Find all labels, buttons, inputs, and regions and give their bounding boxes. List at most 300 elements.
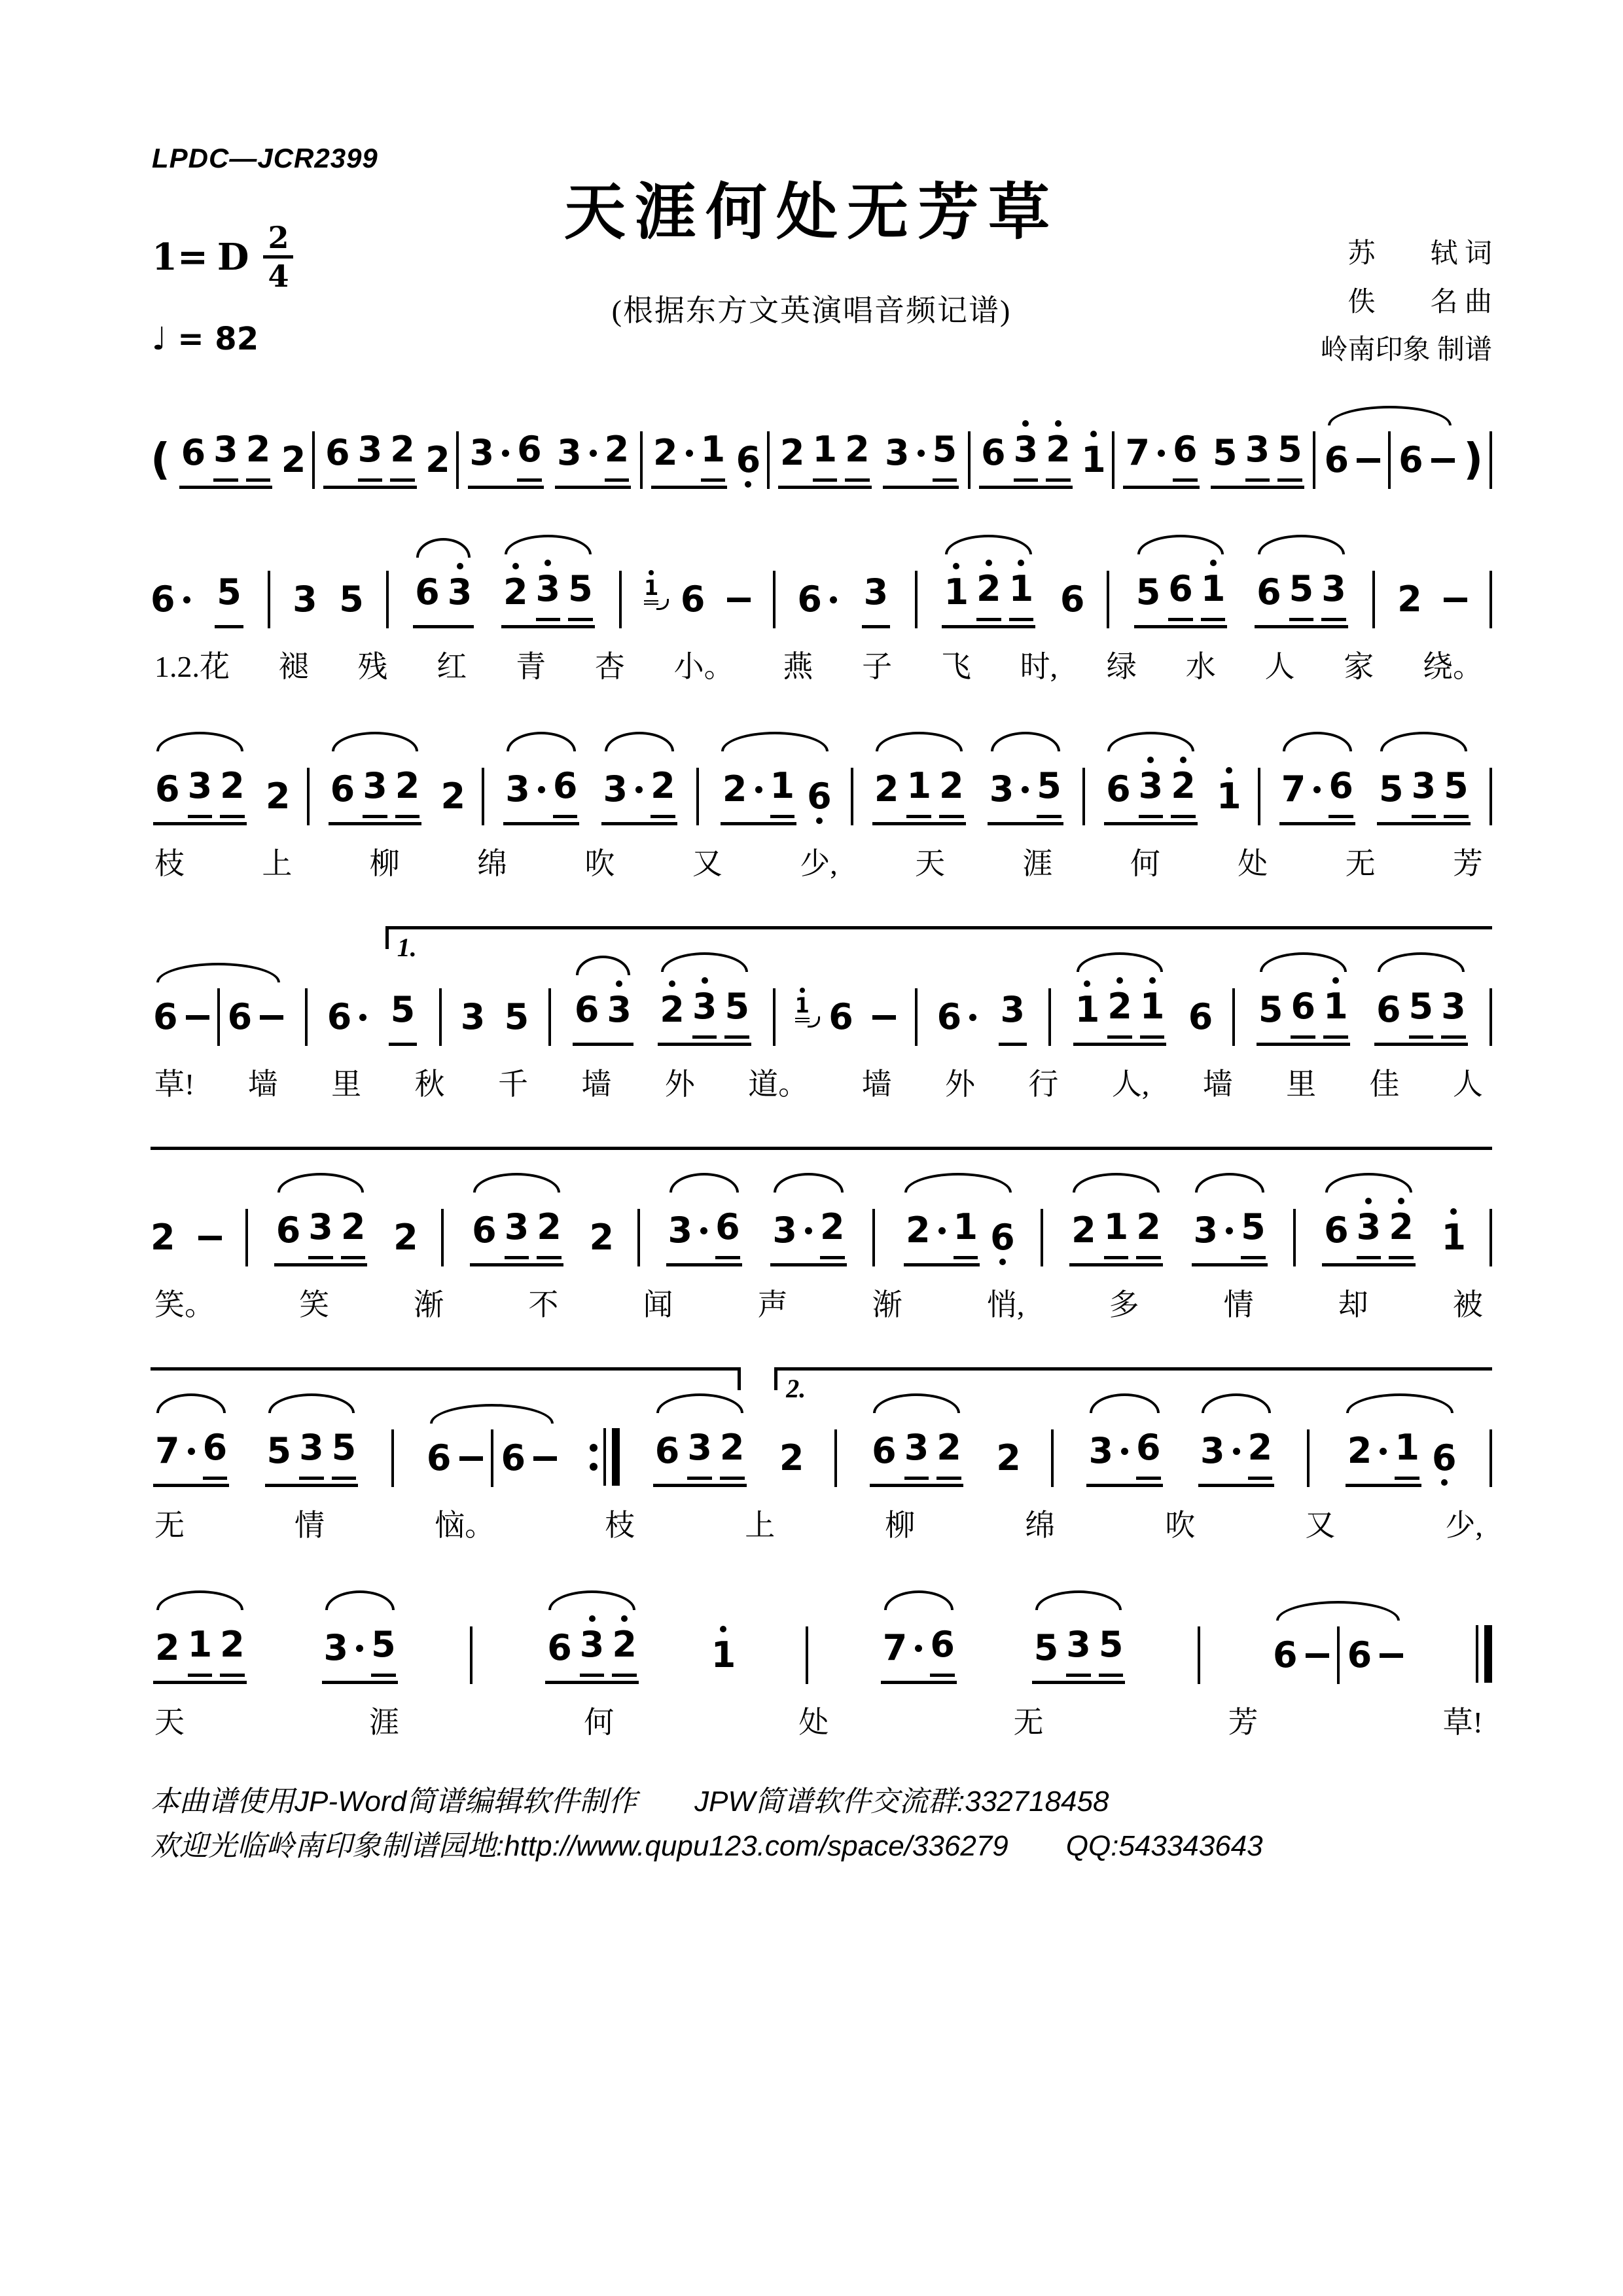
note-digit: 3 — [323, 1627, 349, 1668]
note-core — [605, 431, 630, 469]
note-digit: 3 — [469, 432, 495, 473]
note-core — [1034, 1629, 1059, 1667]
note-core — [575, 991, 599, 1029]
duration-dot — [1380, 1448, 1387, 1455]
beam-group — [1032, 1611, 1126, 1684]
note-2 — [939, 753, 964, 818]
dash-hold — [1444, 566, 1467, 628]
note-digit: 6 — [980, 432, 1006, 473]
barline — [834, 1429, 837, 1487]
beam-group — [153, 753, 247, 825]
page-title: 天涯何处无芳草 — [563, 176, 1059, 248]
note-3 — [299, 1414, 324, 1480]
note-core — [276, 1211, 301, 1249]
beam-group — [999, 977, 1027, 1046]
lyric-syllable: 秋 — [414, 1067, 445, 1101]
note-core — [1106, 770, 1131, 808]
note-1 — [813, 416, 838, 482]
note-digit: 3 — [1356, 1206, 1382, 1247]
note-digit: 2 — [1397, 579, 1422, 620]
note-core — [505, 1208, 529, 1246]
note-3 — [580, 1611, 605, 1677]
note-core — [885, 434, 925, 472]
note-6 — [1060, 566, 1085, 628]
note-digit: 5 — [1098, 1624, 1124, 1665]
note-digit: 2 — [151, 1217, 175, 1258]
barline — [1051, 1429, 1054, 1487]
octave-dot — [1365, 1198, 1372, 1204]
volta-label: 2. — [786, 1374, 806, 1403]
note-core — [1139, 767, 1164, 805]
note-digit: 3 — [1441, 986, 1466, 1027]
note-core — [933, 431, 957, 469]
duration-dot — [830, 596, 837, 603]
note-digit: 1 — [944, 571, 969, 613]
octave-dot — [1332, 977, 1339, 984]
repeat-dot — [590, 1463, 597, 1471]
note-core — [724, 988, 749, 1026]
note-6 — [153, 984, 178, 1046]
credit-composer: 佚 名 曲 — [1347, 287, 1492, 317]
note-digit: 6 — [472, 1210, 497, 1251]
lyric-syllable: 飞 — [940, 650, 971, 683]
note-core — [1014, 431, 1039, 469]
duration-dot — [359, 1014, 366, 1021]
note-3 — [1066, 1611, 1091, 1677]
beam-group — [389, 977, 418, 1046]
barline — [1293, 1209, 1296, 1266]
barline — [1041, 1209, 1043, 1266]
note-digit: 6 — [547, 1627, 572, 1668]
dash-hold — [459, 1425, 483, 1487]
lyric-syllable: 燕 — [783, 650, 813, 683]
note-digit: 3 — [1066, 1624, 1091, 1665]
note-digit: 3 — [460, 996, 486, 1037]
note-core — [936, 1429, 961, 1467]
note-digit: 5 — [504, 996, 529, 1037]
note-core — [517, 431, 542, 469]
notes-row — [151, 416, 1492, 489]
note-core — [711, 1636, 736, 1674]
note-core — [1125, 434, 1165, 472]
note-core — [1241, 1208, 1266, 1246]
note-core — [427, 1439, 452, 1477]
lyric-syllable: 家 — [1344, 650, 1374, 683]
barline — [915, 988, 918, 1046]
duration-dot — [1158, 450, 1165, 457]
note-1 — [711, 1622, 736, 1684]
note-3 — [904, 1414, 929, 1480]
note-digit: 5 — [331, 1427, 357, 1468]
note-6 — [981, 420, 1006, 482]
note-digit: 6 — [501, 1437, 526, 1479]
note-digit: 2 — [245, 429, 271, 470]
octave-dot — [1226, 767, 1232, 774]
note-digit: 2 — [1389, 1206, 1414, 1247]
lyric-syllable: 杏 — [594, 650, 625, 683]
beam-group — [862, 559, 891, 628]
barline — [915, 571, 918, 628]
note-2 — [722, 756, 762, 818]
note-digit: 6 — [151, 579, 175, 620]
note-digit: 2 — [537, 1206, 562, 1247]
barline — [1489, 768, 1492, 825]
note-digit: 3 — [692, 986, 717, 1027]
note-core — [772, 1211, 812, 1249]
note-digit: 3 — [1193, 1210, 1219, 1251]
lyric-syllable: 情 — [1223, 1288, 1254, 1321]
note-digit: 5 — [1258, 989, 1283, 1030]
footer-line-2: 欢迎光临岭南印象制谱园地:http://www.qupu123.com/space/336279 QQ:543343643 — [151, 1830, 1263, 1863]
note-3 — [1412, 753, 1436, 818]
barline — [391, 1429, 394, 1487]
duration-dot — [590, 450, 597, 457]
note-core — [266, 778, 291, 816]
repeat-dot — [590, 1444, 597, 1452]
note-core — [327, 998, 367, 1036]
note-core — [299, 1429, 324, 1467]
note-digit: 1 — [187, 1624, 213, 1665]
note-core — [440, 778, 465, 816]
note-core — [603, 770, 643, 808]
note-2 — [1389, 1194, 1414, 1259]
beam-group — [503, 753, 579, 825]
note-core — [820, 1208, 845, 1246]
note-core — [651, 767, 675, 805]
note-digit: 6 — [1324, 439, 1349, 480]
note-core — [188, 1626, 213, 1664]
meter-denominator: 4 — [268, 259, 289, 294]
note-2 — [976, 556, 1001, 621]
beam-group — [1325, 427, 1455, 489]
note-3 — [358, 416, 383, 482]
note-3 — [1441, 973, 1466, 1039]
note-core — [807, 778, 832, 816]
note-core — [612, 1626, 637, 1664]
beam-group — [872, 753, 966, 825]
volta-bracket — [151, 1367, 741, 1393]
volta-bracket — [385, 926, 1492, 962]
note-core — [536, 570, 561, 608]
note-digit: 5 — [1379, 768, 1404, 810]
note-core — [720, 1429, 745, 1467]
note-core — [568, 570, 593, 608]
barline — [1313, 431, 1315, 489]
note-digit: 1 — [770, 765, 795, 806]
octave-dot — [745, 481, 751, 488]
note-2 — [651, 753, 675, 818]
dash-hold — [1306, 1622, 1329, 1684]
music-system-1 — [151, 387, 1492, 489]
note-core — [503, 573, 528, 611]
beam-group — [427, 1425, 557, 1487]
note-1 — [701, 416, 726, 482]
note-digit: 2 — [604, 429, 630, 470]
note-core — [655, 1432, 680, 1470]
barline — [806, 1626, 808, 1684]
lyric-syllable: 绵 — [1025, 1509, 1056, 1542]
note-digit: 6 — [1376, 989, 1401, 1030]
note-core — [188, 767, 213, 805]
octave-dot — [720, 1626, 726, 1632]
beam-group — [1192, 1194, 1268, 1266]
note-3 — [536, 556, 561, 621]
lyric-syllable: 道。 — [748, 1067, 809, 1101]
note-core — [448, 573, 473, 611]
note-digit: 3 — [308, 1206, 333, 1247]
note-digit: 7 — [1125, 432, 1150, 473]
octave-dot — [621, 1615, 628, 1622]
lyric-syllable: 吹 — [1165, 1509, 1196, 1542]
note-2 — [779, 1425, 804, 1487]
lyric-syllable: 闻 — [643, 1288, 673, 1321]
note-core — [332, 1429, 357, 1467]
duration-dot — [938, 1227, 946, 1234]
beam-group — [883, 416, 959, 489]
note-digit: 3 — [885, 432, 910, 473]
lyric-syllable: 草! — [154, 1067, 195, 1101]
duration-dot — [805, 1227, 812, 1234]
lyric-syllable: 柳 — [369, 847, 400, 880]
note-core — [937, 998, 977, 1036]
note-digit: 5 — [1444, 765, 1469, 806]
octave-dot — [1018, 560, 1024, 566]
note-7 — [883, 1615, 923, 1677]
beam-group — [1273, 1622, 1403, 1684]
note-2 — [660, 977, 685, 1039]
note-digit: 3 — [1321, 568, 1346, 609]
note-digit: 5 — [1037, 765, 1061, 806]
lyric-syllable: 人 — [1452, 1067, 1483, 1101]
note-digit: 5 — [339, 579, 364, 620]
barline — [619, 571, 622, 628]
lyric-syllable: 里 — [331, 1067, 362, 1101]
note-5 — [1409, 973, 1434, 1039]
note-digit: 2 — [393, 1217, 418, 1258]
octave-dot — [1180, 757, 1186, 763]
note-digit: 3 — [668, 1210, 693, 1251]
note-6 — [501, 1425, 526, 1487]
note-core — [217, 573, 241, 611]
note-6 — [228, 984, 253, 1046]
note-3 — [1245, 416, 1270, 482]
lyric-syllable: 红 — [437, 650, 467, 683]
note-digit: 2 — [220, 1624, 245, 1665]
note-core — [339, 581, 364, 619]
note-core — [363, 767, 387, 805]
note-7 — [1281, 756, 1321, 818]
note-digit: 3 — [904, 1427, 929, 1468]
barline — [386, 571, 389, 628]
note-1 — [1217, 763, 1241, 825]
lyric-syllable: 上 — [262, 847, 293, 880]
note-6 — [151, 566, 190, 628]
note-5 — [339, 566, 364, 628]
music-system-4 — [151, 921, 1492, 1103]
beam-group — [153, 1414, 229, 1487]
notes-row — [151, 1611, 1492, 1684]
note-2 — [936, 1414, 961, 1480]
note-core — [186, 998, 209, 1036]
note-5 — [217, 559, 241, 621]
note-2 — [612, 1611, 637, 1677]
note-6 — [276, 1197, 301, 1259]
note-3 — [505, 756, 545, 818]
note-digit: 3 — [607, 989, 632, 1030]
note-digit: 2 — [1136, 1206, 1161, 1247]
note-3 — [308, 1194, 333, 1259]
note-2 — [1107, 973, 1132, 1039]
note-3 — [1200, 1418, 1240, 1480]
note-core — [1380, 1636, 1403, 1674]
lyrics-row — [151, 1501, 1492, 1545]
beam-group — [870, 1414, 963, 1487]
beam-group — [545, 1611, 639, 1684]
note-5 — [1379, 756, 1404, 818]
grace-slur — [808, 1016, 820, 1028]
octave-dot — [544, 560, 551, 566]
note-core — [1306, 1636, 1329, 1674]
barline — [1082, 768, 1085, 825]
dash-hold — [198, 1204, 222, 1266]
lyric-syllable: 佳 — [1369, 1067, 1400, 1101]
note-digit: 6 — [715, 1206, 740, 1247]
note-6 — [1329, 753, 1353, 818]
catalog-number: LPDC—JCR2399 — [152, 143, 378, 173]
note-3 — [607, 977, 632, 1039]
note-core — [1136, 1208, 1161, 1246]
note-1 — [1104, 1194, 1129, 1259]
note-digit: 6 — [330, 768, 355, 810]
dash-mark — [533, 1456, 557, 1461]
note-core — [371, 1626, 396, 1664]
music-system-6 — [151, 1362, 1492, 1545]
note-6 — [1257, 559, 1281, 621]
note-digit: 2 — [976, 568, 1001, 609]
lyric-syllable: 渐 — [872, 1288, 902, 1321]
note-core — [1107, 988, 1132, 1026]
note-digit: 5 — [1033, 1627, 1059, 1668]
barline — [1258, 768, 1260, 825]
note-6 — [415, 559, 440, 621]
note-digit: 3 — [772, 1210, 797, 1251]
note-3 — [668, 1197, 708, 1259]
note-digit: 6 — [1106, 768, 1131, 810]
note-digit: 5 — [568, 568, 593, 609]
octave-dot — [457, 563, 463, 569]
credits — [1320, 230, 1492, 375]
note-digit: 1 — [700, 429, 726, 470]
barline — [245, 1209, 248, 1266]
note-digit: 2 — [819, 1206, 845, 1247]
octave-dot — [1210, 560, 1217, 566]
barline — [1489, 988, 1492, 1046]
repeat-dots — [590, 1444, 597, 1471]
duration-dot — [356, 1645, 363, 1652]
barline — [456, 431, 459, 489]
note-2 — [393, 1204, 418, 1266]
note-core — [459, 1439, 483, 1477]
note-core — [293, 581, 317, 619]
note-3 — [772, 1197, 812, 1259]
volta-start-tick — [774, 1371, 777, 1390]
note-2 — [395, 753, 420, 818]
note-digit: 2 — [1171, 765, 1196, 806]
note-digit: 3 — [1200, 1430, 1225, 1471]
note-2 — [155, 1615, 180, 1677]
note-3 — [885, 420, 925, 482]
note-digit: 6 — [327, 996, 352, 1037]
note-core — [1441, 988, 1466, 1026]
note-digit: 3 — [363, 765, 387, 806]
note-digit: 6 — [517, 429, 542, 470]
note-7 — [1125, 420, 1165, 482]
lyric-syllable: 1.2.花 — [154, 650, 230, 683]
note-5 — [391, 977, 416, 1039]
note-2 — [151, 1204, 175, 1266]
note-2 — [1046, 416, 1071, 482]
note-3 — [1001, 977, 1026, 1039]
dash-mark — [1357, 458, 1380, 463]
note-5 — [1136, 559, 1161, 621]
note-digit: 7 — [155, 1430, 180, 1471]
note-digit: 5 — [1408, 986, 1434, 1027]
note-core — [1104, 1208, 1129, 1246]
note-digit: 6 — [1431, 1437, 1457, 1479]
note-digit: 6 — [1399, 439, 1423, 480]
note-digit: 2 — [390, 429, 415, 470]
note-core — [308, 1208, 333, 1246]
note-core — [1099, 1626, 1124, 1664]
note-core — [1399, 441, 1423, 479]
lyric-syllable: 涯 — [1022, 847, 1053, 880]
note-core — [547, 1629, 572, 1667]
note-digit: 6 — [680, 579, 705, 620]
note-core — [906, 767, 931, 805]
note-5 — [371, 1611, 396, 1677]
note-core — [981, 434, 1006, 472]
barline — [1198, 1626, 1200, 1684]
note-digit: 1 — [1216, 776, 1241, 817]
lyric-syllable: 残 — [357, 650, 388, 683]
note-6 — [1106, 756, 1131, 818]
key-letter: D — [217, 235, 249, 279]
note-core — [939, 767, 964, 805]
lyric-syllable: 子 — [862, 650, 893, 683]
note-5 — [724, 973, 749, 1039]
dash-mark — [727, 598, 751, 602]
barline — [307, 768, 310, 825]
subtitle: (根据东方文英演唱音频记谱) — [611, 294, 1012, 327]
note-6 — [715, 1194, 740, 1259]
note-digit: 1 — [953, 1206, 978, 1247]
lyric-syllable: 枝 — [154, 847, 185, 880]
note-core — [653, 434, 693, 472]
note-digit: 3 — [504, 1206, 529, 1247]
note-5 — [1034, 1615, 1059, 1677]
note-digit: 5 — [1241, 1206, 1266, 1247]
lyric-syllable: 笑 — [299, 1288, 330, 1321]
note-core — [415, 573, 440, 611]
lyric-syllable: 被 — [1452, 1288, 1483, 1321]
lyric-syllable: 恼。 — [435, 1509, 495, 1542]
lyric-syllable: 情 — [294, 1509, 325, 1542]
note-3 — [1321, 556, 1346, 621]
note-core — [153, 998, 178, 1036]
note-digit: 6 — [1168, 568, 1193, 609]
beam-group — [1279, 753, 1355, 825]
note-core — [1277, 431, 1302, 469]
